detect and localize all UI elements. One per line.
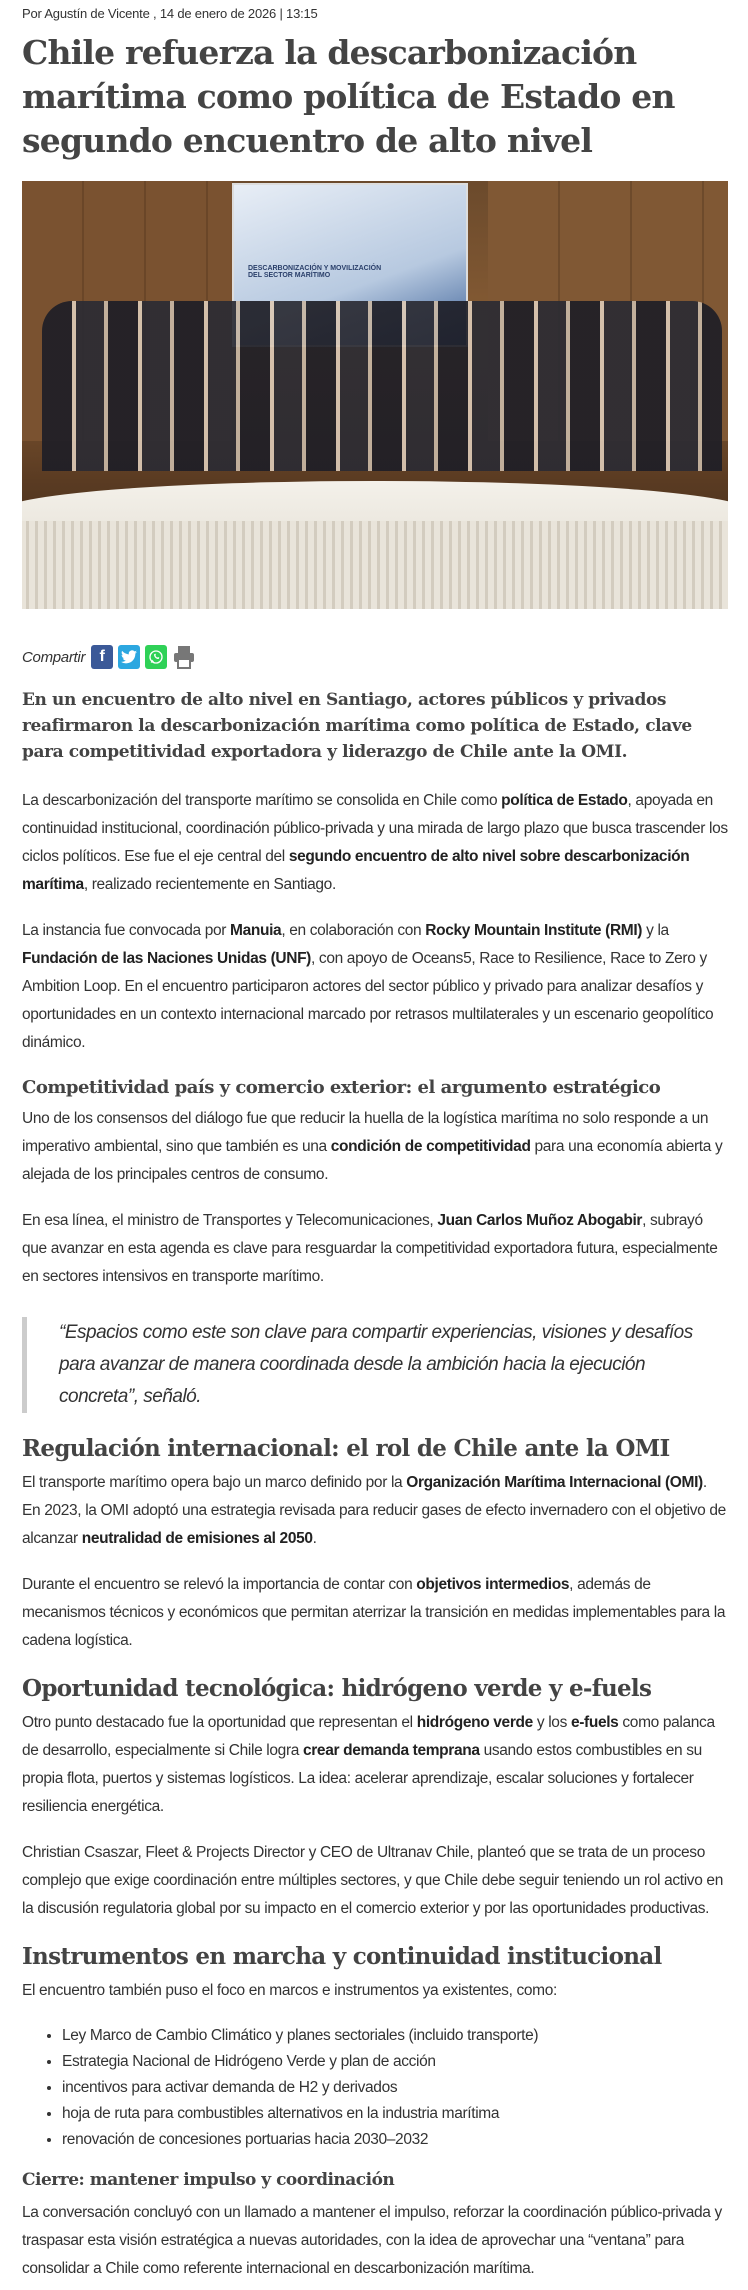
article-lead: En un encuentro de alto nivel en Santiago, actores públicos y privados reafirmaron la descarbonización marítima como política de Estado, clave para competitividad exportadora y liderazgo de Chile ante la OMI.: [22, 690, 692, 762]
list-item: • Estrategia Nacional de Hidrógeno Verde y plan de acción: [62, 2049, 728, 2075]
paragraph: Uno de los consensos del diálogo fue que reducir la huella de la logística marítima no solo responde a un imperativo ambiental, sino que también es una condición de competitividad para una economía abierta y alejada de los principales centros de consumo.: [22, 1110, 723, 1183]
share-bar: [22, 643, 728, 671]
paragraph: Christian Csaszar, Fleet & Projects Director y CEO de Ultranav Chile, planteó que se trata de un proceso complejo que exige coordinación entre múltiples sectores, y que Chile debe seguir teniendo un rol activo en la discusión regulatoria global por su impacto en el comercio exterior y por las oportunidades productivas.: [22, 1844, 723, 1917]
paragraph: Durante el encuentro se relevó la importancia de contar con objetivos intermedios, además de mecanismos técnicos y económicos que permitan aterrizar la transición en medidas implementables para la cadena logística.: [22, 1576, 726, 1649]
section-heading: Competitividad país y comercio exterior: el argumento estratégico: [22, 1077, 661, 1098]
conference-table: [22, 481, 728, 609]
list-item: • hoja de ruta para combustibles alternativos en la industria marítima: [62, 2101, 728, 2127]
paragraph: Otro punto destacado fue la oportunidad que representan el hidrógeno verde y los e-fuels como palanca de desarrollo, especialmente si Chile logra crear demanda temprana usando estos combustibles en su propia flota, puertos y sistemas logísticos. La idea: acelerar aprendizaje, escalar soluciones y fortalecer resiliencia energética.: [22, 1714, 715, 1815]
print-icon[interactable]: [172, 645, 196, 669]
section-heading: Instrumentos en marcha y continuidad institucional: [22, 1943, 662, 1970]
article-title: Chile refuerza la descarbonización marítima como política de Estado en segundo encuentro de alto nivel: [22, 33, 675, 160]
twitter-icon[interactable]: [118, 645, 140, 669]
share-label: Compartir: [22, 648, 86, 666]
paragraph: La descarbonización del transporte marítimo se consolida en Chile como política de Estado, apoyada en continuidad institucional, coordinación público-privada y una mirada de largo plazo que busca trascender los ciclos políticos. Ese fue el eje central del segundo encuentro de alto nivel sobre descarbonización marítima, realizado recientemente en Santiago.: [22, 792, 728, 893]
section-heading: Cierre: mantener impulso y coordinación: [22, 2170, 395, 2190]
group-of-people: [42, 301, 722, 471]
byline: Por Agustín de Vicente , 14 de enero de 2026 | 13:15: [22, 6, 318, 21]
list-item: • Ley Marco de Cambio Climático y planes sectoriales (incluido transporte): [62, 2023, 728, 2049]
paragraph: El encuentro también puso el foco en marcos e instrumentos ya existentes, como:: [22, 1982, 557, 1999]
whatsapp-icon[interactable]: [145, 645, 167, 669]
facebook-icon[interactable]: f: [91, 645, 113, 669]
paragraph: La instancia fue convocada por Manuia, en colaboración con Rocky Mountain Institute (RMI) y la Fundación de las Naciones Unidas (UNF), con apoyo de Oceans5, Race to Resilience, Race to Zero y Ambition Loop. En el encuentro participaron actores del sector público y privado para analizar desafíos y oportunidades en un contexto internacional marcado por retrasos multilaterales y un escenario geopolítico dinámico.: [22, 922, 714, 1051]
list-item: • renovación de concesiones portuarias hacia 2030–2032: [62, 2127, 728, 2153]
blockquote: “Espacios como este son clave para compartir experiencias, visiones y desafíos para avanzar de manera coordinada desde la ambición hacia la ejecución concreta”, señaló.: [22, 1317, 728, 1413]
section-heading: Regulación internacional: el rol de Chile ante la OMI: [22, 1435, 670, 1462]
section-heading: Oportunidad tecnológica: hidrógeno verde y e-fuels: [22, 1675, 652, 1702]
list-item: • incentivos para activar demanda de H2 y derivados: [62, 2075, 728, 2101]
article-photo: [22, 181, 728, 609]
screen-text: DESCARBONIZACIÓN Y MOVILIZACIÓN DEL SECTOR MARÍTIMO: [248, 265, 382, 279]
paragraph: El transporte marítimo opera bajo un marco definido por la Organización Marítima Internacional (OMI). En 2023, la OMI adoptó una estrategia revisada para reducir gases de efecto invernadero con el objetivo de alcanzar neutralidad de emisiones al 2050.: [22, 1474, 726, 1547]
paragraph: La conversación concluyó con un llamado a mantener el impulso, reforzar la coordinación público-privada y traspasar esta visión estratégica a nuevas autoridades, con la idea de aprovechar una “ventana” para consolidar a Chile como referente internacional en descarbonización marítima.: [22, 2204, 722, 2277]
instruments-list: [22, 2023, 728, 2153]
paragraph: En esa línea, el ministro de Transportes y Telecomunicaciones, Juan Carlos Muñoz Abogabir, subrayó que avanzar en esta agenda es clave para resguardar la competitividad exportadora futura, especialmente en sectores intensivos en transporte marítimo.: [22, 1212, 718, 1285]
